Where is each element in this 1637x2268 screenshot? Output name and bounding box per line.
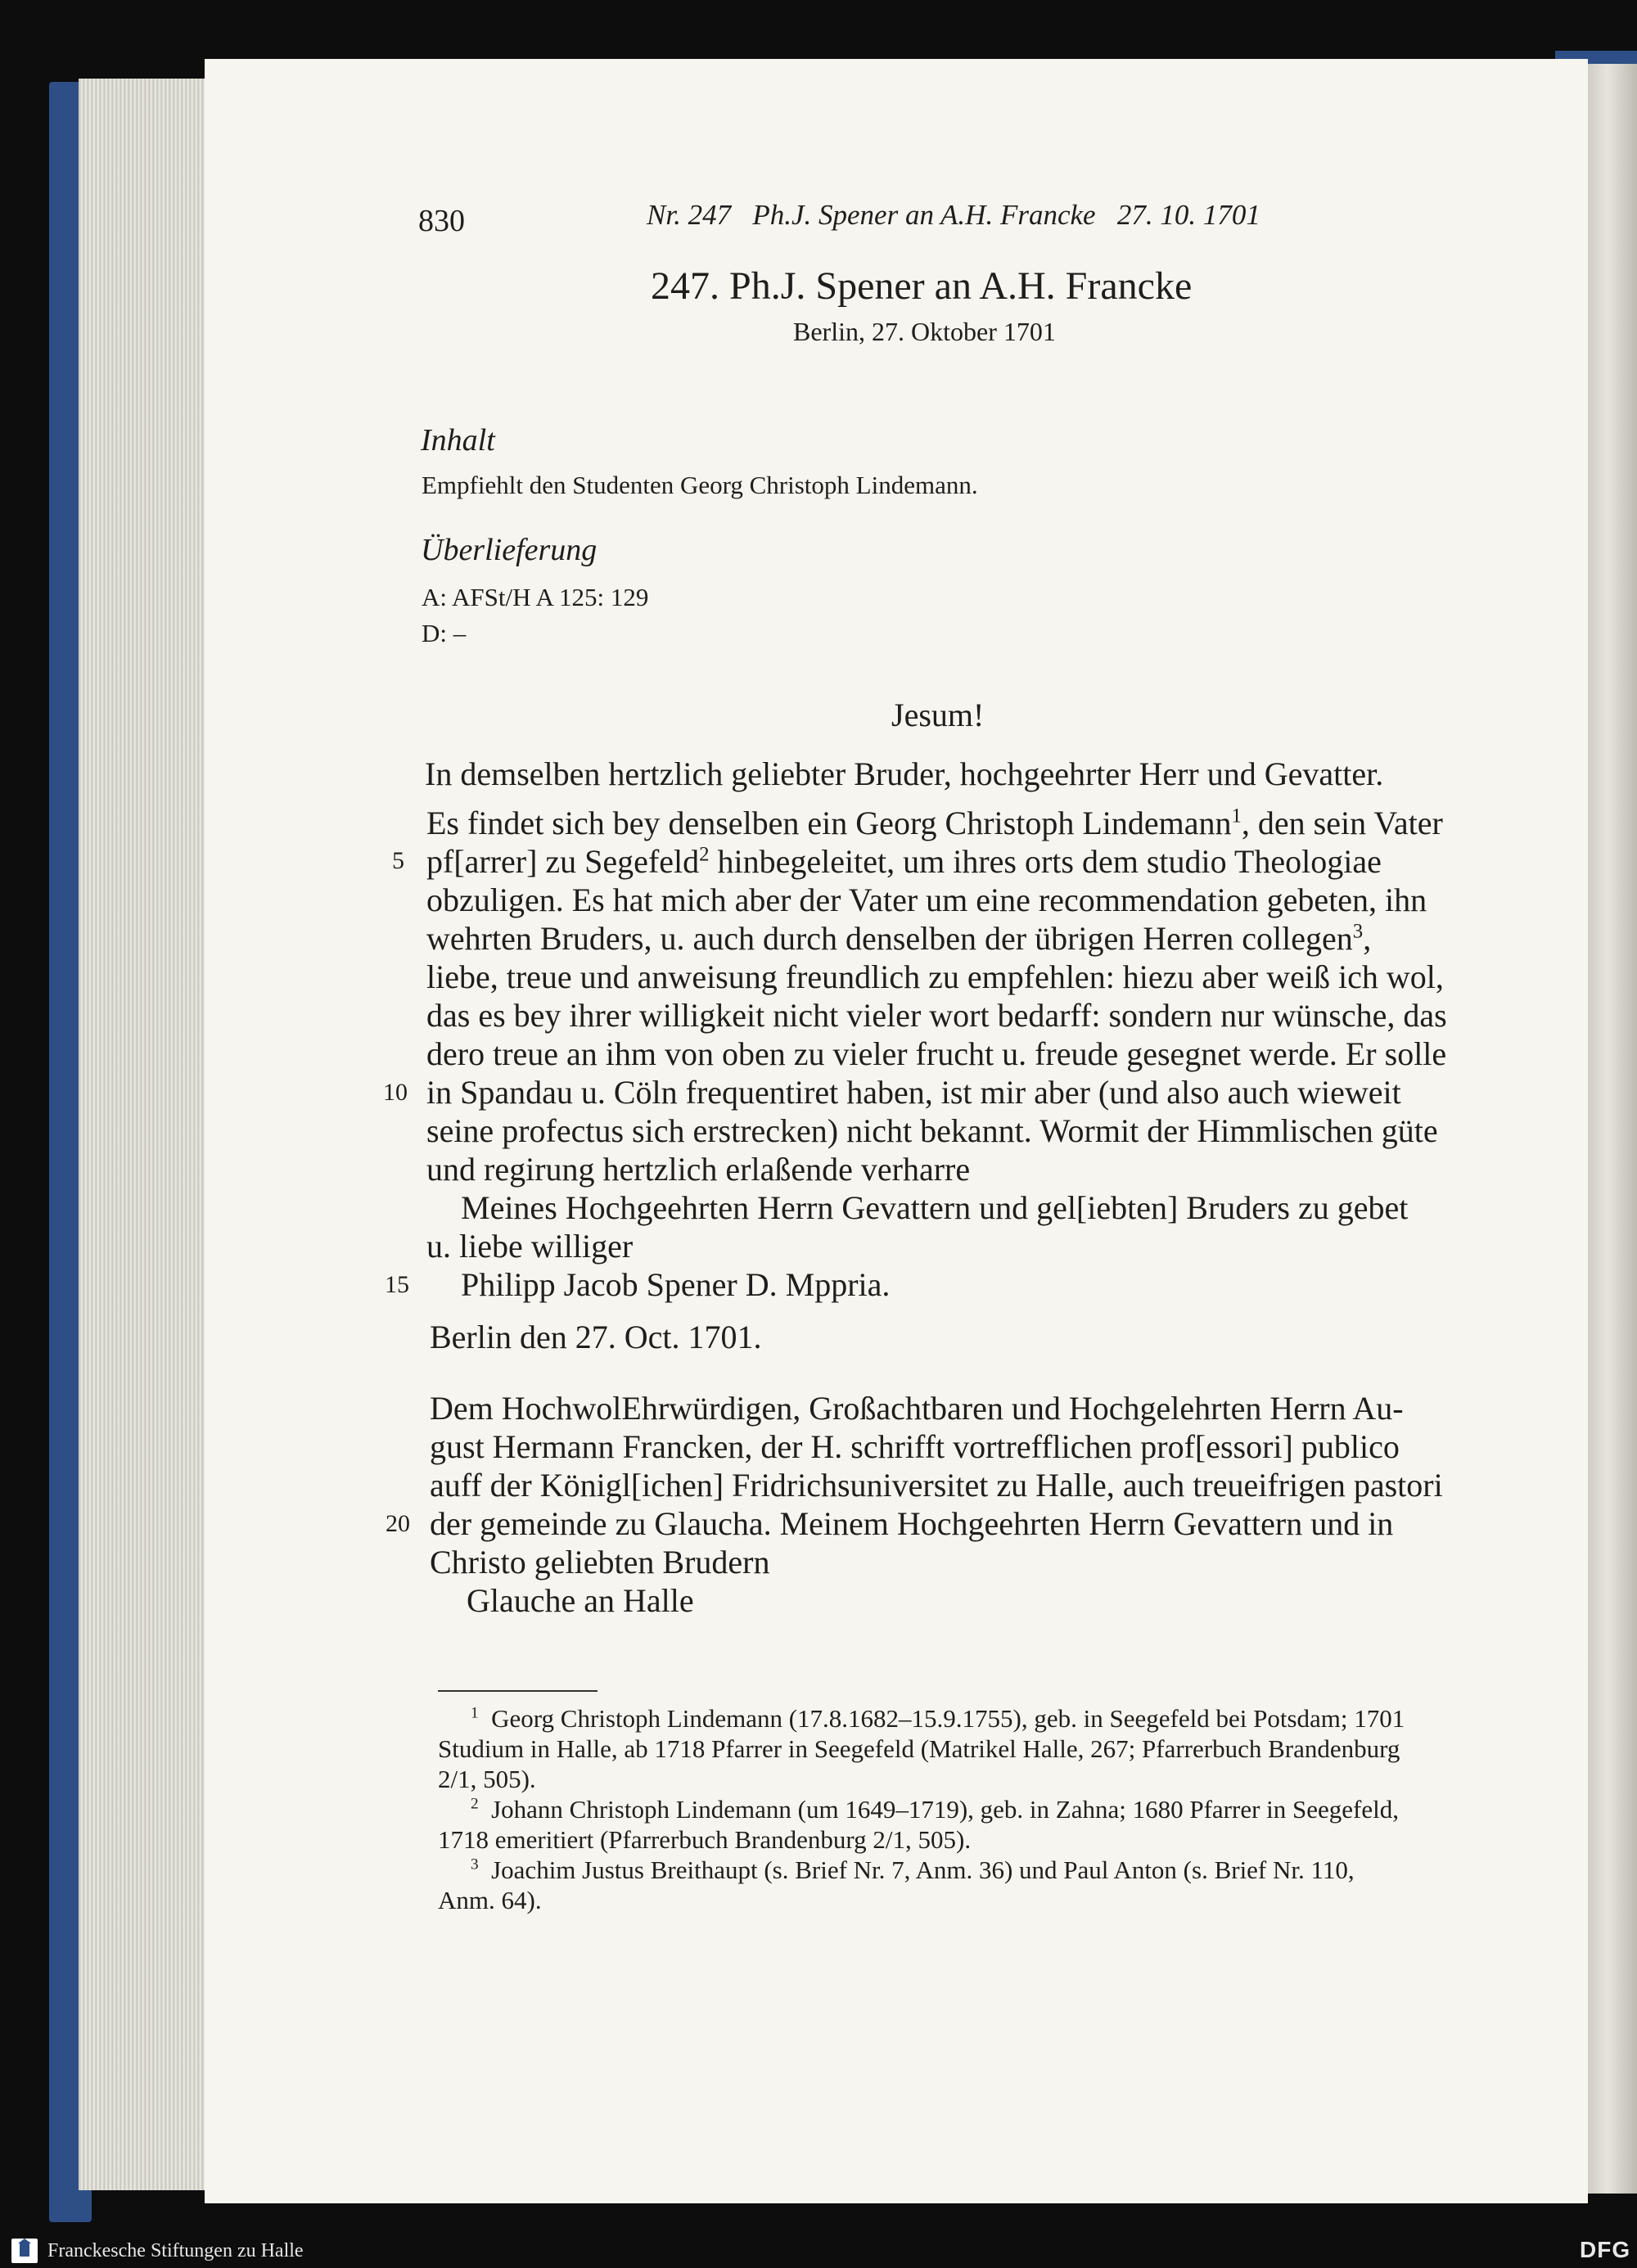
right-book-edge <box>1588 57 1637 2194</box>
footnote-line: 1718 emeritiert (Pfarrerbuch Brandenburg 2/1, 505). <box>438 1825 972 1854</box>
adresse-line: auff der Königl[ichen] Fridrichsuniversitet zu Halle, auch treueifrigen pastori <box>430 1467 1443 1504</box>
footnote-line: 2/1, 505). <box>438 1765 536 1793</box>
line-number: 15 <box>385 1271 409 1298</box>
ueberlieferung-heading: Überlieferung <box>421 533 598 567</box>
ueberlieferung-a: A: AFSt/H A 125: 129 <box>422 583 649 611</box>
footnote: $^3$ Joachim Justus Breithaupt (s. Brief Nr. 7, Anm. 36) und Paul Anton (s. Brief Nr. 110, <box>471 1855 1355 1884</box>
dateline: Berlin den 27. Oct. 1701. <box>430 1319 762 1355</box>
running-head: Nr. 247 Ph.J. Spener an A.H. Francke 27. 10. 1701 <box>647 199 1260 231</box>
inhalt-text: Empfiehlt den Studenten Georg Christoph Lindemann. <box>422 471 978 499</box>
footnote-line: Studium in Halle, ab 1718 Pfarrer in Seegefeld (Matrikel Halle, 267; Pfarrerbuch Brandenburg <box>438 1734 1400 1763</box>
footnote-rule <box>438 1690 598 1692</box>
text-line: in Spandau u. Cöln frequentiret haben, ist mir aber (und also auch wieweit <box>426 1074 1401 1111</box>
letter-title: 247. Ph.J. Spener an A.H. Francke <box>651 264 1193 308</box>
adresse-line: Dem HochwolEhrwürdigen, Großachtbaren und Hochgelehrten Herrn Au- <box>430 1390 1404 1427</box>
closing-line: Meines Hochgeehrten Herrn Gevattern und gel[iebten] Bruders zu gebet <box>461 1189 1409 1226</box>
page-number: 830 <box>418 204 465 238</box>
inhalt-heading: Inhalt <box>421 423 495 458</box>
line-number: 20 <box>386 1510 410 1537</box>
text-line: seine profectus sich erstrecken) nicht bekannt. Wormit der Himmlischen güte <box>426 1112 1438 1149</box>
footnote: $^2$ Johann Christoph Lindemann (um 1649–1719), geb. in Zahna; 1680 Pfarrer in Seegefeld, <box>471 1795 1399 1824</box>
adresse-line: Christo geliebten Brudern <box>430 1544 770 1580</box>
text-line: wehrten Bruders, u. auch durch denselben der übrigen Herren collegen$^3$, <box>426 920 1372 957</box>
ueberlieferung-d: D: – <box>422 619 467 647</box>
text-line: das es bey ihrer willigkeit nicht vieler wort bedarff: sondern nur wünsche, das <box>426 997 1447 1034</box>
address-line: In demselben hertzlich geliebter Bruder, hochgeehrter Herr und Gevatter. <box>425 755 1384 792</box>
line-number: 10 <box>383 1079 408 1106</box>
dfg-logo: DFG <box>1580 2237 1631 2262</box>
text-line: liebe, treue und anweisung freundlich zu empfehlen: hiezu aber weiß ich wol, <box>426 958 1444 995</box>
adresse-line: gust Hermann Francken, der H. schrifft vortrefflichen prof[essori] publico <box>430 1428 1400 1465</box>
adresse-place: Glauche an Halle <box>467 1582 694 1619</box>
text-line: und regirung hertzlich erlaßende verharre <box>426 1151 971 1188</box>
institution-logo-icon <box>11 2239 38 2263</box>
text-line: dero treue an ihm von oben zu vieler frucht u. freude gesegnet werde. Er solle <box>426 1035 1447 1072</box>
text-line: obzuligen. Es hat mich aber der Vater um eine recommendation gebeten, ihn <box>426 881 1427 918</box>
footnote: $^1$ Georg Christoph Lindemann (17.8.1682–15.9.1755), geb. in Seegefeld bei Potsdam; 1701 <box>471 1704 1405 1733</box>
salutation: Jesum! <box>891 697 985 733</box>
text-line: Es findet sich bey denselben ein Georg Christoph Lindemann$^1$, den sein Vater <box>426 805 1443 841</box>
closing-line: u. liebe williger <box>426 1228 634 1265</box>
footnote-line: Anm. 64). <box>438 1886 542 1914</box>
page-edges <box>79 79 210 2190</box>
signature: Philipp Jacob Spener D. Mppria. <box>461 1266 891 1303</box>
institution-name: Franckesche Stiftungen zu Halle <box>47 2240 304 2261</box>
text-line: pf[arrer] zu Segefeld$^2$ hinbegeleitet, um ihres orts dem studio Theologiae <box>426 843 1382 880</box>
line-number: 5 <box>392 847 404 874</box>
letter-place-date: Berlin, 27. Oktober 1701 <box>793 317 1056 346</box>
adresse-line: der gemeinde zu Glaucha. Meinem Hochgeehrten Herrn Gevattern und in <box>430 1505 1394 1542</box>
